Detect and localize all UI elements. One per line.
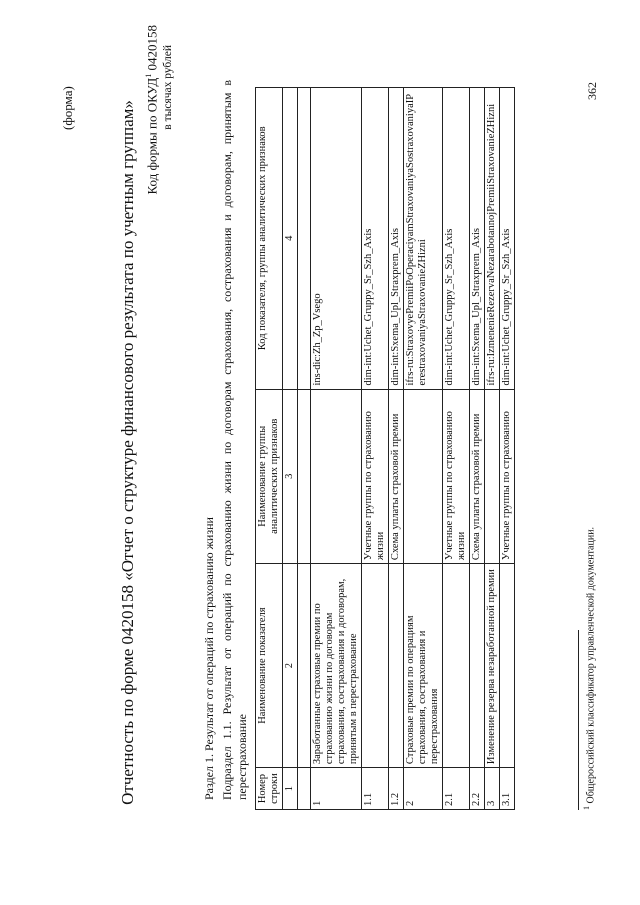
okud-code-line bbox=[144, 25, 160, 215]
table-row bbox=[485, 88, 500, 810]
row-code: ifrs-ru:StraxovyePremiiPoOperaciyamStraxovaniyaSostraxovaniyaIPerestraxovaniyaStraxovanieZHizni bbox=[404, 88, 443, 390]
table-row bbox=[404, 88, 443, 810]
row-indicator-name bbox=[362, 564, 389, 768]
row-group-name: Схема уплаты страховой премии bbox=[470, 389, 485, 564]
row-code: ins-dic:Zh_Zp_Vsego bbox=[311, 88, 362, 390]
table-row bbox=[500, 88, 515, 810]
row-code: dim-int:Sxema_Upl_Straxprem_Axis bbox=[389, 88, 404, 390]
units-note: в тысячах рублей bbox=[162, 45, 174, 130]
footnote-text: Общероссийский классификатор управленческой документации. bbox=[585, 526, 597, 804]
column-number: 2 bbox=[283, 564, 298, 768]
row-group-name bbox=[404, 389, 443, 564]
header-group-name: Наименование группы аналитических признаков bbox=[256, 389, 283, 564]
header-row-number: Номер строки bbox=[256, 768, 283, 810]
row-indicator-name bbox=[443, 564, 470, 768]
okud-code: 0420158 bbox=[144, 25, 160, 71]
row-number: 2.2 bbox=[470, 768, 485, 810]
table-row bbox=[470, 88, 485, 810]
okud-footnote-ref: 1 bbox=[144, 73, 153, 78]
row-number: 3 bbox=[485, 768, 500, 810]
row-number: 3.1 bbox=[500, 768, 515, 810]
section-title: Раздел 1. Результат от операций по страхованию жизни bbox=[202, 517, 216, 800]
row-code bbox=[298, 88, 311, 390]
table-row bbox=[389, 88, 404, 810]
row-code: dim-int:Uchet_Gruppy_Sr_Szh_Axis bbox=[443, 88, 470, 390]
row-number: 1.2 bbox=[389, 768, 404, 810]
row-group-name: Учетные группы по страхованию жизни bbox=[362, 389, 389, 564]
row-number: 2 bbox=[404, 768, 443, 810]
row-number: 1.1 bbox=[362, 768, 389, 810]
page-number: 362 bbox=[585, 82, 599, 100]
row-group-name: Учетные группы по страхованию жизни bbox=[443, 389, 470, 564]
report-table bbox=[255, 87, 515, 810]
row-indicator-name bbox=[389, 564, 404, 768]
row-code: ifrs-ru:IzmenenieRezervaNezarabotannojPremiiStraxovanieZHizni bbox=[485, 88, 500, 390]
column-number-row bbox=[283, 88, 298, 810]
footnote-marker: 1 bbox=[582, 806, 591, 810]
column-number: 1 bbox=[283, 768, 298, 810]
form-label: (форма) bbox=[60, 86, 75, 130]
row-code: dim-int:Uchet_Gruppy_Sr_Szh_Axis bbox=[362, 88, 389, 390]
header-code: Код показателя, группы аналитических признаков bbox=[256, 88, 283, 390]
row-indicator-name bbox=[500, 564, 515, 768]
row-indicator-name: Заработанные страховые премии по страхованию жизни по договорам страхования, сострахования и договорам, принятым в перестрахование bbox=[311, 564, 362, 768]
column-number: 4 bbox=[283, 88, 298, 390]
footnote-divider bbox=[578, 630, 579, 810]
subsection-title: Подраздел 1.1. Результат от операций по страхованию жизни по договорам страхования, сострахования и договорам, принятым в перестрахование bbox=[220, 80, 249, 800]
footnote bbox=[582, 527, 596, 810]
table-row bbox=[311, 88, 362, 810]
table-row bbox=[298, 88, 311, 810]
table-header-row bbox=[256, 88, 283, 810]
row-indicator-name: Изменение резерва незаработанной премии bbox=[485, 564, 500, 768]
row-code: dim-int:Uchet_Gruppy_Sr_Szh_Axis bbox=[500, 88, 515, 390]
row-group-name bbox=[311, 389, 362, 564]
row-indicator-name: Страховые премии по операциям страхования, сострахования и перестрахования bbox=[404, 564, 443, 768]
row-group-name: Учетные группы по страхованию bbox=[500, 389, 515, 564]
row-number: 2.1 bbox=[443, 768, 470, 810]
table-row bbox=[362, 88, 389, 810]
row-group-name: Схема уплаты страховой премии bbox=[389, 389, 404, 564]
document-title: Отчетность по форме 0420158 «Отчет о структуре финансового результата по учетным группам» bbox=[118, 100, 137, 805]
row-indicator-name bbox=[298, 564, 311, 768]
row-number: 1 bbox=[311, 768, 362, 810]
row-group-name bbox=[485, 389, 500, 564]
row-number bbox=[298, 768, 311, 810]
table-row bbox=[443, 88, 470, 810]
column-number: 3 bbox=[283, 389, 298, 564]
row-indicator-name bbox=[470, 564, 485, 768]
row-code: dim-int:Sxema_Upl_Straxprem_Axis bbox=[470, 88, 485, 390]
row-group-name bbox=[298, 389, 311, 564]
okud-prefix: Код формы по ОКУД bbox=[144, 77, 160, 195]
header-indicator-name: Наименование показателя bbox=[256, 564, 283, 768]
